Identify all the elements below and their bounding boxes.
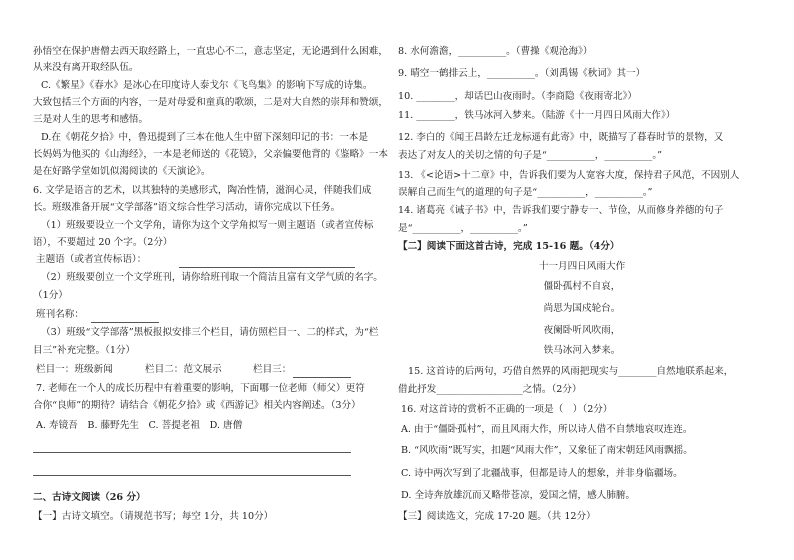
text-line: 表达了对友人的关切之情的句子是“__________，__________。” <box>398 150 663 161</box>
poem-line: 僵卧孤村不自哀， <box>543 281 621 292</box>
question-11: 11. ________，铁马冰河入梦来。（陆游《十一月四日风雨大作》） <box>398 110 676 121</box>
question-7-title: 7. 老师在一个人的成长历程中有着重要的影响，下面哪一位老师（师父）更符 <box>36 383 365 394</box>
question-16: 16. 对这首诗的赏析不正确的一项是（ ）（2分） <box>401 404 613 415</box>
poem-line: 尚思为国戍轮台。 <box>543 303 621 314</box>
question-14: 14. 诸葛亮《诫子书》中，告诉我们要宁静专一、节俭，从而修身养德的句子 <box>398 205 724 216</box>
text-line: 三是对人生的思考和感悟。 <box>33 114 149 125</box>
text-line: 孙悟空在保护唐僧去西天取经路上，一直忠心不二，意志坚定，无论遇到什么困难， <box>33 46 388 57</box>
option-c-line: C.《繁星》《春水》是冰心在印度诗人泰戈尔《飞鸟集》的影响下写成的诗集。 <box>41 80 373 91</box>
question-6-2: （2）班级要创立一个文学班刊，请你给班刊取一个简洁且富有文学气质的名字。 <box>41 272 383 283</box>
question-9: 9. 晴空一鹤排云上，__________。（刘禹锡《秋词》其一） <box>398 68 646 79</box>
poem-line: 夜阑卧听风吹雨， <box>543 325 621 336</box>
poem-title: 十一月四日风雨大作 <box>538 261 626 272</box>
text-line: 从来没有离开取经队伍。 <box>33 62 139 73</box>
text-line: 大致包括三个方面的内容，一是对母爱和童真的歌颂，二是对大自然的崇拜和赞颂， <box>33 97 388 108</box>
theme-slogan-answer-line[interactable] <box>179 267 355 268</box>
part-1-heading: 【一】古诗文填空。（请规范书写；每空 1分，共 10分） <box>33 511 274 522</box>
option-b: B. “风吹雨”既写实，扣题“风雨大作”，又象征了南宋朝廷风雨飘摇。 <box>401 445 693 456</box>
text-line: 长。班级准备开展“文学部落”语文综合性学习活动，请你完成以下任务。 <box>33 202 341 213</box>
question-15: 15. 这首诗的后两句，巧借自然界的风雨把现实与________自然地联系起来， <box>408 366 734 377</box>
text-line: 借此抒发__________________之情。（2分） <box>398 384 582 395</box>
journal-name-label: 班刊名称： <box>36 309 84 320</box>
column-three-label: 栏目三： <box>253 364 292 375</box>
part-3-heading: 【三】阅读选文，完成 17-20 题。（共 12分） <box>398 511 596 522</box>
answer-line[interactable] <box>33 475 351 476</box>
question-6-3: （3）班级“文学部落”黑板报拟安排三个栏目，请仿照栏目一、二的样式，为“栏 <box>41 327 379 338</box>
part-2-heading: 【二】阅读下面这首古诗，完成 15-16 题。（4分） <box>398 241 620 252</box>
column-one: 栏目一：班级新闻 <box>36 364 113 375</box>
text-line: 语），不要超过 20 个字。（2分） <box>33 237 173 248</box>
question-6-title: 6. 文学是语言的艺术，以其独特的美感形式，陶冶性情，滋润心灵，伴随我们成 <box>33 185 372 196</box>
question-12: 12. 李白的《闻王昌龄左迁龙标遥有此寄》中，既描写了暮春时节的景物，又 <box>398 132 724 143</box>
text-line: 误解自己而生气的道理的句子是“__________，__________。” <box>398 187 653 198</box>
poem-line: 铁马冰河入梦来。 <box>543 345 621 356</box>
section-2-heading: 二、古诗文阅读（26 分） <box>33 492 146 503</box>
text-line: 目三”补充完整。（1分） <box>33 345 136 356</box>
journal-name-answer-line[interactable] <box>91 322 159 323</box>
answer-line[interactable] <box>33 452 351 453</box>
text-line: 长妈妈为他买的《山海经》，一本是老师送的《花镜》，父亲偏要他背的《鉴略》一本 <box>33 149 388 160</box>
question-6-1: （1）班级要设立一个文学角，请你为这个文学角拟写一则主题语（或者宣传标 <box>41 220 374 231</box>
option-c: C. 诗中两次写到了北疆战事，但都是诗人的想象，并非身临疆场。 <box>401 468 683 479</box>
question-10: 10. ________，却话巴山夜雨时。（李商隐《夜雨寄北》） <box>398 91 637 102</box>
question-8: 8. 水何澹澹，__________。（曹操《观沧海》） <box>398 46 593 57</box>
column-three-answer-line[interactable] <box>293 377 351 378</box>
text-line: 合你“良师”的期待？请结合《朝花夕拾》或《西游记》相关内容阐述。（3分） <box>33 400 361 411</box>
question-7-options: A. 寿镜吾 B. 藤野先生 C. 菩提老祖 D. 唐僧 <box>36 420 243 431</box>
text-line: （1分） <box>33 290 68 301</box>
option-d: D. 全诗奔放雄沉而又略带苍凉，爱国之情，感人肺腑。 <box>401 490 636 501</box>
option-d-line: D.在《朝花夕拾》中，鲁迅提到了三本在他人生中留下深刻印记的书：一本是 <box>41 132 368 143</box>
text-line: 是“__________，__________。” <box>398 223 528 234</box>
column-two: 栏目二：范文展示 <box>145 364 222 375</box>
text-line: 是在好路学堂如饥似渴阅读的《天演论》。 <box>33 166 211 177</box>
question-13: 13. 《<论语>十二章》中，告诉我们要为人宽容大度，保持君子风范，不因别人 <box>398 170 740 181</box>
option-a: A. 由于“僵卧孤村”，而且风雨大作，所以诗人借不自禁地哀叹连连。 <box>401 424 693 435</box>
theme-slogan-label: 主题语（或者宣传标语）： <box>36 254 147 265</box>
